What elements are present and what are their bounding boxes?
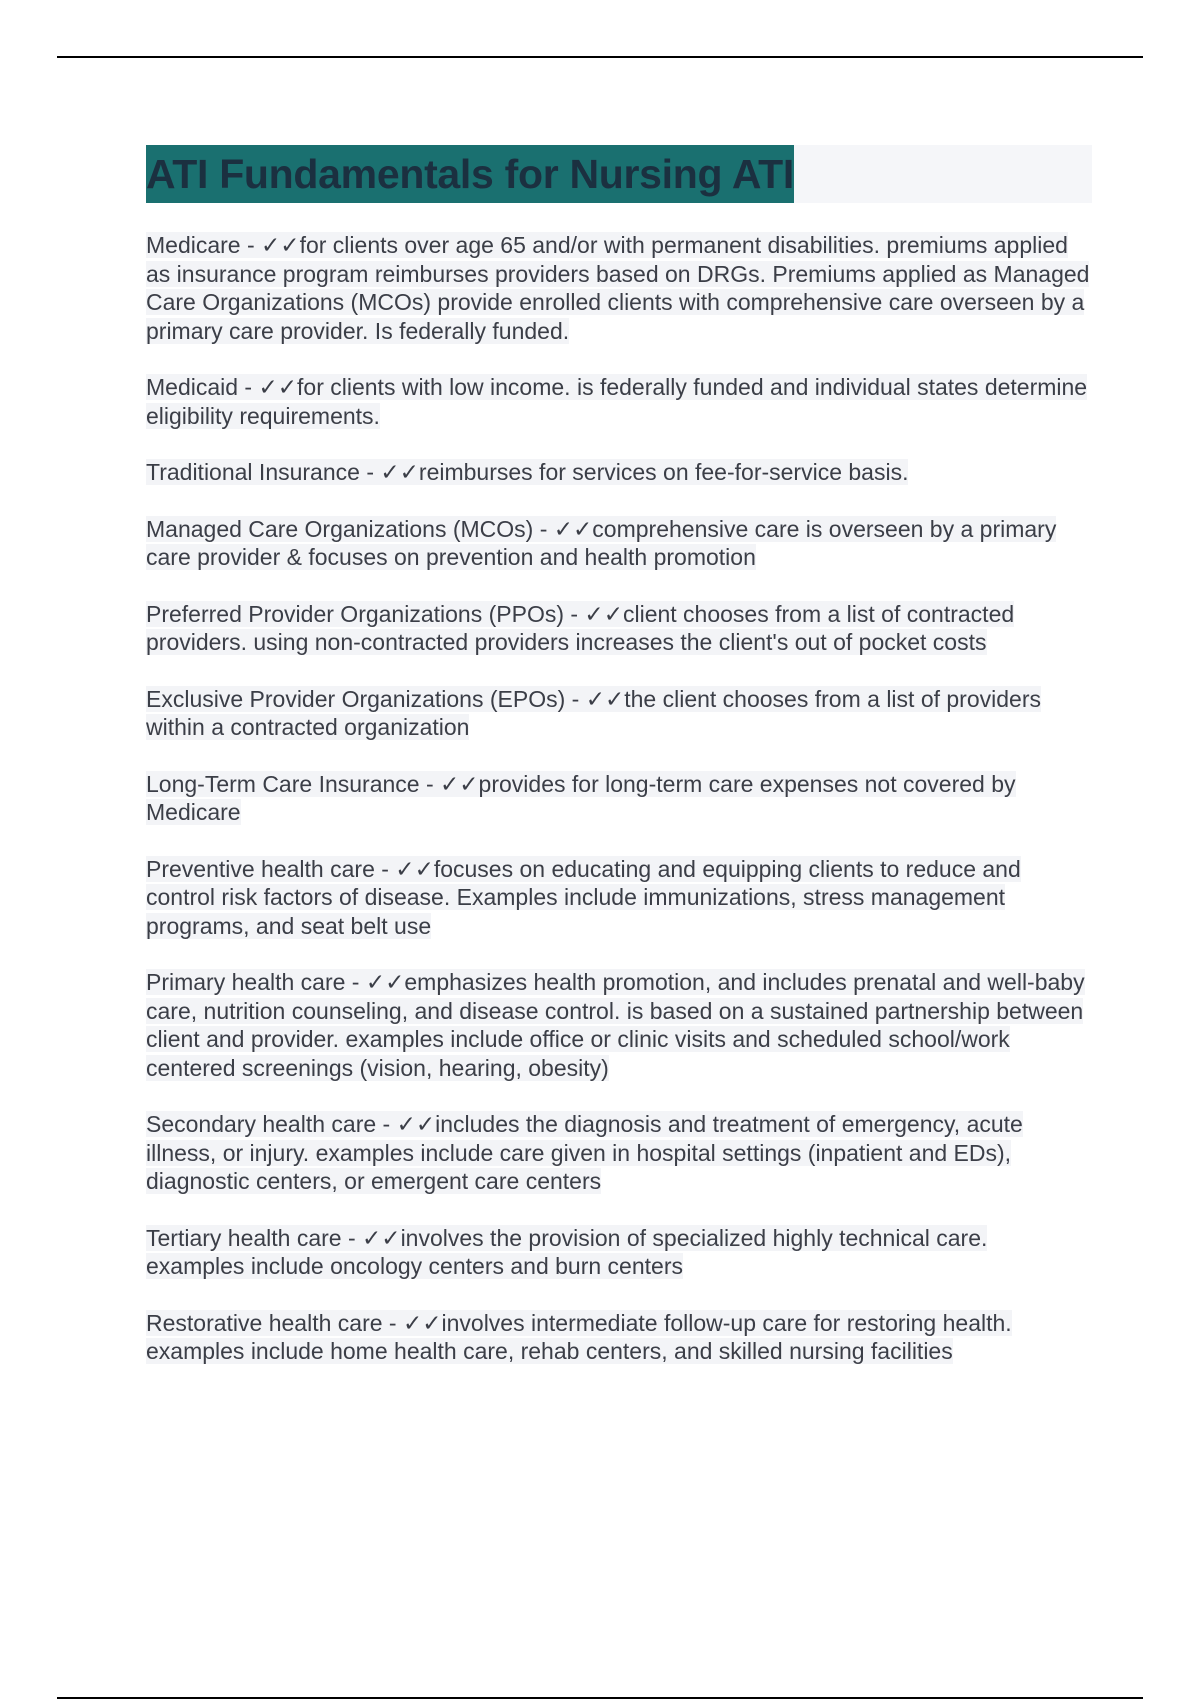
- entry-long-term-care: Long-Term Care Insurance - ✓✓provides for long-term care expenses not covered by Medicare: [146, 770, 1016, 825]
- entry-medicare: Medicare - ✓✓for clients over age 65 and/or with permanent disabilities. premiums applied as insurance program reimburses providers based on DRGs. Premiums applied as Managed Care Organizations (MCOs) provide enrolled clients with comprehensive care overseen by a primary care provider. Is federally funded.: [146, 232, 1090, 344]
- document-title: ATI Fundamentals for Nursing ATI: [146, 145, 794, 203]
- entry-secondary-care: Secondary health care - ✓✓includes the diagnosis and treatment of emergency, acute illness, or injury. examples include care given in hospital settings (inpatient and EDs), diagnostic centers, or emergent care centers: [146, 1111, 1023, 1194]
- entry-primary-care: Primary health care - ✓✓emphasizes health promotion, and includes prenatal and well-baby care, nutrition counseling, and disease control. is based on a sustained partnership between client and provider. examples include office or clinic visits and scheduled school/work centered screenings (vision, hearing, obesity): [146, 969, 1085, 1081]
- footer-rule: [57, 1697, 1143, 1699]
- entry-preventive-care: Preventive health care - ✓✓focuses on educating and equipping clients to reduce and control risk factors of disease. Examples include immunizations, stress management programs, and seat belt use: [146, 855, 1021, 939]
- entry-medicaid: Medicaid - ✓✓for clients with low income. is federally funded and individual states determine eligibility requirements.: [146, 374, 1088, 429]
- entry-traditional-insurance: Traditional Insurance - ✓✓reimburses for services on fee-for-service basis.: [146, 459, 909, 485]
- title-band: [146, 145, 1092, 203]
- header-rule: [57, 56, 1143, 58]
- entry-epos: Exclusive Provider Organizations (EPOs) - ✓✓the client chooses from a list of providers within a contracted organization: [146, 685, 1041, 740]
- entry-tertiary-care: Tertiary health care - ✓✓involves the provision of specialized highly technical care. examples include oncology centers and burn centers: [146, 1224, 988, 1279]
- entry-restorative-care: Restorative health care - ✓✓involves intermediate follow-up care for restoring health. examples include home health care, rehab centers, and skilled nursing facilities: [146, 1309, 1012, 1364]
- document-body: [146, 145, 1092, 1394]
- entry-mcos: Managed Care Organizations (MCOs) - ✓✓comprehensive care is overseen by a primary care provider & focuses on prevention and health promotion: [146, 515, 1057, 570]
- entry-ppos: Preferred Provider Organizations (PPOs) - ✓✓client chooses from a list of contracted providers. using non-contracted providers increases the client's out of pocket costs: [146, 600, 1015, 655]
